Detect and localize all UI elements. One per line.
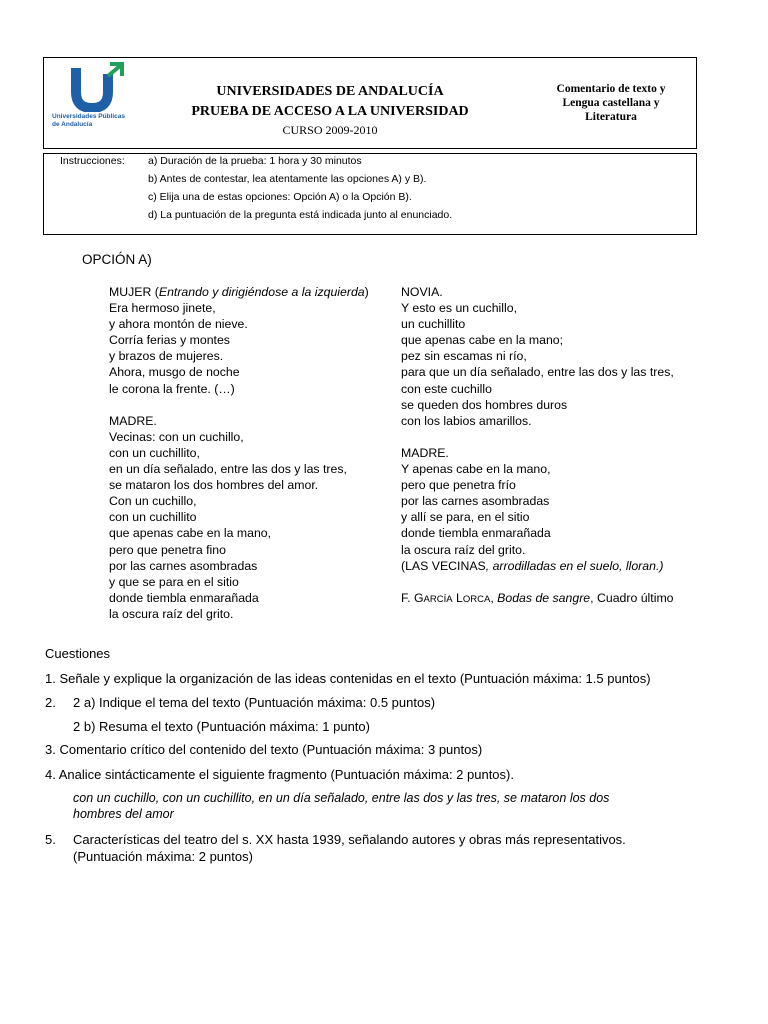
verse-line: le corona la frente. (…) (109, 381, 235, 396)
verse-line: la oscura raíz del grito. (109, 606, 234, 621)
speaker-mujer: MUJER (Entrando y dirigiéndose a la izquierda) (109, 285, 369, 299)
stage-direction: Entrando y dirigiéndose a la izquierda (158, 285, 365, 299)
question-5-number: 5. (45, 832, 56, 847)
verse-line: y que se para en el sitio (109, 574, 239, 589)
subject-line: Lengua castellana y (562, 97, 660, 109)
verse-line: que apenas cabe en la mano, (109, 526, 272, 541)
verse-line: para que un día señalado, entre las dos y las tres, (401, 365, 674, 380)
verse-line: se queden dos hombres duros (401, 397, 568, 412)
work-title: Bodas de sangre (497, 590, 591, 605)
verse-line: pero que penetra fino (109, 542, 226, 557)
verse-line: por las carnes asombradas (401, 494, 550, 509)
instructions-label: Instrucciones: (60, 155, 125, 167)
verse-line: Y esto es un cuchillo, (401, 301, 517, 316)
verse-line: Corría ferias y montes (109, 333, 230, 348)
instruction-item: d) La puntuación de la pregunta está indicada junto al enunciado. (148, 209, 453, 221)
speaker-madre: MADRE. (401, 445, 449, 460)
verse-line: la oscura raíz del grito. (401, 542, 526, 557)
subject-title (540, 82, 682, 124)
verse-line: Y apenas cabe en la mano, (401, 462, 551, 477)
verse-line: pez sin escamas ni río, (401, 349, 527, 364)
university-logo (52, 60, 142, 138)
logo-caption-line-1: Universidades Públicas (52, 113, 125, 120)
logo-caption-line-2: de Andalucía (52, 120, 93, 128)
subject-line: Literatura (585, 111, 637, 123)
option-title: OPCIÓN A) (82, 252, 152, 267)
verse-line: por las carnes asombradas (109, 558, 258, 573)
questions-heading: Cuestiones (45, 646, 111, 661)
question-3: 3. Comentario crítico del contenido del texto (Puntuación máxima: 3 puntos) (45, 742, 483, 757)
verse-line: y ahora montón de nieve. (109, 317, 248, 332)
poem-right-column (401, 284, 674, 606)
speaker-novia: NOVIA. (401, 285, 443, 299)
u-logo-icon (52, 60, 142, 112)
question-4: 4. Analice sintácticamente el siguiente fragmento (Puntuación máxima: 2 puntos). (45, 767, 514, 782)
header-title-exam: PRUEBA DE ACCESO A LA UNIVERSIDAD (191, 104, 469, 119)
verse-line: en un día señalado, entre las dos y las tres, (109, 462, 347, 477)
verse-line: con un cuchillito, (109, 445, 200, 460)
poem-left-column (109, 284, 369, 622)
verse-line: Era hermoso jinete, (109, 301, 216, 316)
question-1: 1. Señale y explique la organización de las ideas contenidas en el texto (Puntuación máxima: 1.5 puntos) (45, 671, 651, 686)
verse-line: con los labios amarillos. (401, 413, 532, 428)
question-2a: 2 a) Indique el tema del texto (Puntuación máxima: 0.5 puntos) (73, 695, 436, 710)
verse-line: y allí se para, en el sitio (401, 510, 530, 525)
verse-line: con este cuchillo (401, 381, 492, 396)
question-2-number: 2. (45, 695, 56, 710)
subject-line: Comentario de texto y (556, 83, 666, 95)
verse-line: Ahora, musgo de noche (109, 365, 240, 380)
stage-direction-vecinas: (LAS VECINAS, arrodilladas en el suelo, lloran.) (401, 558, 664, 573)
verse-line: se mataron los dos hombres del amor. (109, 478, 319, 493)
header-title-universities: UNIVERSIDADES DE ANDALUCÍA (216, 84, 444, 99)
verse-line: pero que penetra frío (401, 478, 516, 493)
instruction-item: c) Elija una de estas opciones: Opción A) o la Opción B). (148, 191, 412, 203)
speaker-madre: MADRE. (109, 413, 157, 428)
instructions-box (43, 153, 697, 235)
instruction-item: a) Duración de la prueba: 1 hora y 30 minutos (148, 155, 362, 167)
verse-line: Con un cuchillo, (109, 494, 197, 509)
question-5-line-2: (Puntuación máxima: 2 puntos) (73, 849, 253, 864)
verse-line: donde tiembla enmarañada (109, 590, 259, 605)
question-4-fragment-line-2: hombres del amor (73, 807, 174, 821)
question-4-fragment-line-1: con un cuchillo, con un cuchillito, en un día señalado, entre las dos y las tres, se mataron los dos (73, 791, 610, 805)
verse-line: y brazos de mujeres. (109, 349, 224, 364)
question-2b: 2 b) Resuma el texto (Puntuación máxima: 1 punto) (73, 719, 370, 734)
verse-line: Vecinas: con un cuchillo, (109, 429, 244, 444)
question-5-line-1: Características del teatro del s. XX hasta 1939, señalando autores y obras más representativos. (73, 832, 626, 847)
instruction-item: b) Antes de contestar, lea atentamente las opciones A) y B). (148, 173, 427, 185)
verse-line: un cuchillito (401, 317, 466, 332)
verse-line: donde tiembla enmarañada (401, 526, 551, 541)
verse-line: con un cuchillito (109, 510, 197, 525)
course-year: CURSO 2009-2010 (282, 123, 378, 137)
verse-line: que apenas cabe en la mano; (401, 333, 564, 348)
author-citation: F. GARCÍA LORCA, Bodas de sangre, Cuadro último (401, 590, 674, 605)
